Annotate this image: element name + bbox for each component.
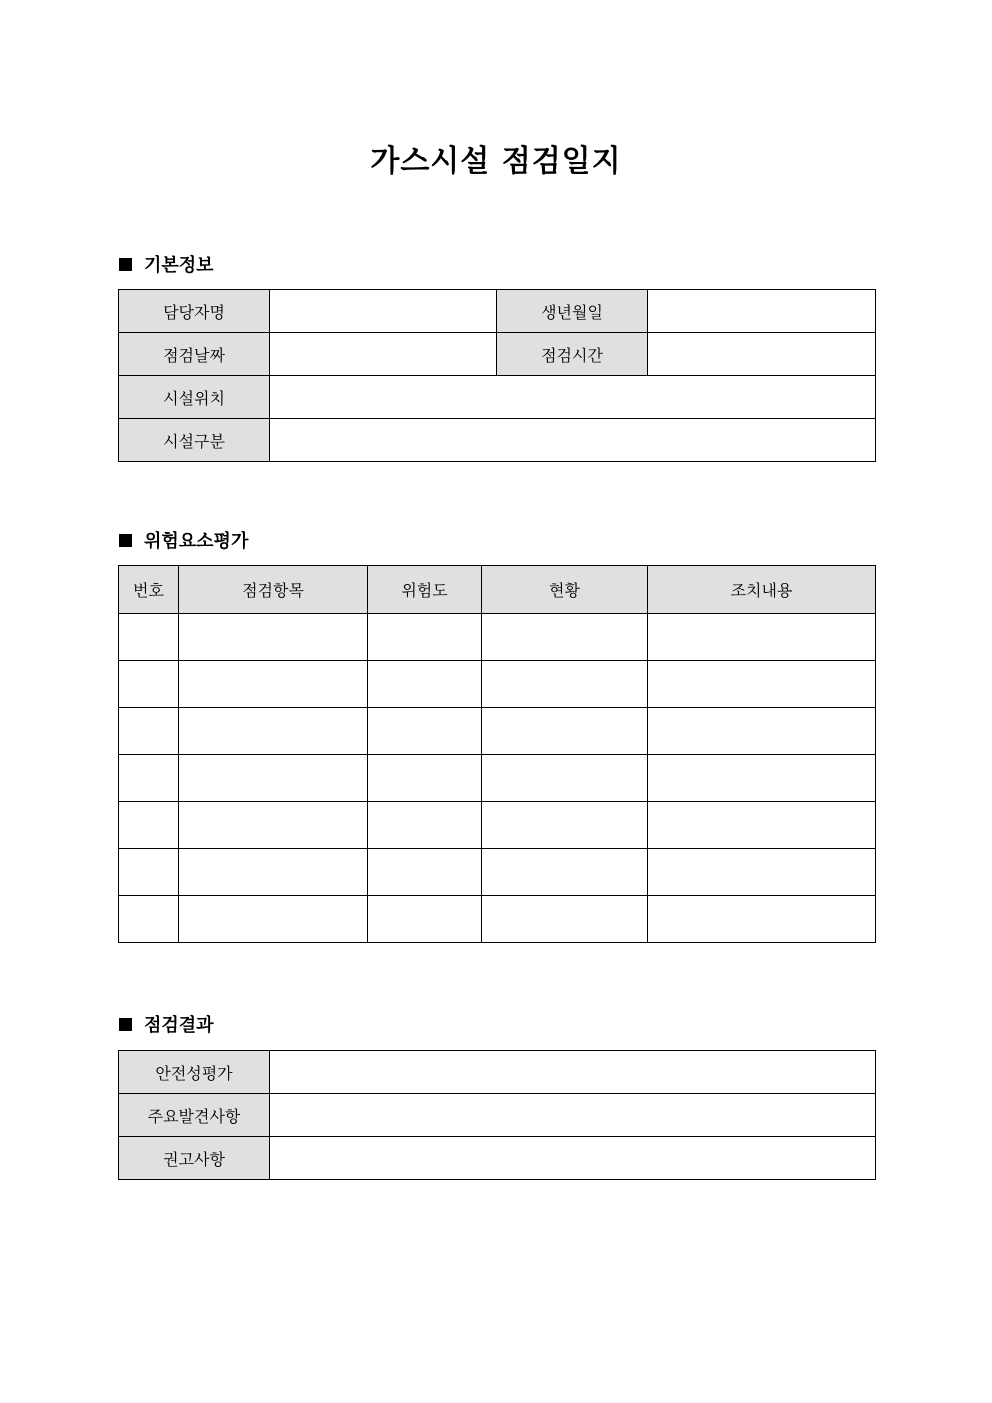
facility-category-label: 시설구분 <box>119 419 270 462</box>
birth-date-label: 생년월일 <box>497 290 648 333</box>
table-row <box>119 661 876 708</box>
table-cell[interactable] <box>648 849 876 896</box>
inspection-result-table <box>118 1050 876 1180</box>
table-row <box>119 802 876 849</box>
column-header-status: 현황 <box>482 566 648 614</box>
table-row <box>119 290 876 333</box>
column-header-action: 조치내용 <box>648 566 876 614</box>
table-cell[interactable] <box>368 849 482 896</box>
section-heading-risk-assessment <box>119 527 248 553</box>
table-row <box>119 849 876 896</box>
table-cell[interactable] <box>119 708 179 755</box>
table-row <box>119 376 876 419</box>
key-findings-field[interactable] <box>270 1094 876 1137</box>
facility-location-field[interactable] <box>270 376 876 419</box>
table-cell[interactable] <box>482 755 648 802</box>
table-cell[interactable] <box>179 802 368 849</box>
table-cell[interactable] <box>119 896 179 943</box>
table-cell[interactable] <box>179 614 368 661</box>
section-heading-basic-info <box>119 251 214 277</box>
inspection-date-label: 점검날짜 <box>119 333 270 376</box>
table-cell[interactable] <box>179 896 368 943</box>
section-heading-label: 점검결과 <box>144 1015 214 1036</box>
section-heading-label: 위험요소평가 <box>144 531 249 552</box>
safety-evaluation-field[interactable] <box>270 1051 876 1094</box>
table-cell[interactable] <box>482 802 648 849</box>
table-row <box>119 1094 876 1137</box>
table-cell[interactable] <box>179 661 368 708</box>
table-row <box>119 614 876 661</box>
table-cell[interactable] <box>368 755 482 802</box>
inspection-date-field[interactable] <box>270 333 497 376</box>
table-cell[interactable] <box>119 802 179 849</box>
table-row <box>119 1137 876 1180</box>
table-cell[interactable] <box>648 661 876 708</box>
table-cell[interactable] <box>368 802 482 849</box>
table-cell[interactable] <box>648 755 876 802</box>
table-row <box>119 896 876 943</box>
table-row <box>119 755 876 802</box>
column-header-inspection-item: 점검항목 <box>179 566 368 614</box>
manager-name-label: 담당자명 <box>119 290 270 333</box>
table-cell[interactable] <box>179 708 368 755</box>
table-row <box>119 708 876 755</box>
section-heading-label: 기본정보 <box>144 255 214 276</box>
page-title: 가스시설 점검일지 <box>370 144 622 179</box>
column-header-number: 번호 <box>119 566 179 614</box>
table-row <box>119 419 876 462</box>
table-cell[interactable] <box>119 661 179 708</box>
manager-name-field[interactable] <box>270 290 497 333</box>
birth-date-field[interactable] <box>648 290 876 333</box>
table-cell[interactable] <box>648 896 876 943</box>
table-cell[interactable] <box>179 755 368 802</box>
table-cell[interactable] <box>482 849 648 896</box>
table-cell[interactable] <box>368 614 482 661</box>
facility-location-label: 시설위치 <box>119 376 270 419</box>
table-row <box>119 1051 876 1094</box>
risk-assessment-table <box>118 565 876 943</box>
table-cell[interactable] <box>648 802 876 849</box>
section-heading-inspection-result <box>119 1011 214 1037</box>
black-square-icon <box>119 534 132 547</box>
table-cell[interactable] <box>368 708 482 755</box>
key-findings-label: 주요발견사항 <box>119 1094 270 1137</box>
table-cell[interactable] <box>368 661 482 708</box>
inspection-time-field[interactable] <box>648 333 876 376</box>
table-cell[interactable] <box>482 614 648 661</box>
recommendations-label: 권고사항 <box>119 1137 270 1180</box>
column-header-risk-level: 위험도 <box>368 566 482 614</box>
basic-info-table <box>118 289 876 462</box>
table-header-row <box>119 566 876 614</box>
table-cell[interactable] <box>648 708 876 755</box>
table-cell[interactable] <box>119 614 179 661</box>
table-cell[interactable] <box>119 755 179 802</box>
facility-category-field[interactable] <box>270 419 876 462</box>
safety-evaluation-label: 안전성평가 <box>119 1051 270 1094</box>
table-cell[interactable] <box>482 896 648 943</box>
table-row <box>119 333 876 376</box>
table-cell[interactable] <box>368 896 482 943</box>
inspection-time-label: 점검시간 <box>497 333 648 376</box>
table-cell[interactable] <box>482 708 648 755</box>
table-cell[interactable] <box>482 661 648 708</box>
black-square-icon <box>119 258 132 271</box>
table-cell[interactable] <box>648 614 876 661</box>
table-cell[interactable] <box>179 849 368 896</box>
black-square-icon <box>119 1018 132 1031</box>
recommendations-field[interactable] <box>270 1137 876 1180</box>
table-cell[interactable] <box>119 849 179 896</box>
